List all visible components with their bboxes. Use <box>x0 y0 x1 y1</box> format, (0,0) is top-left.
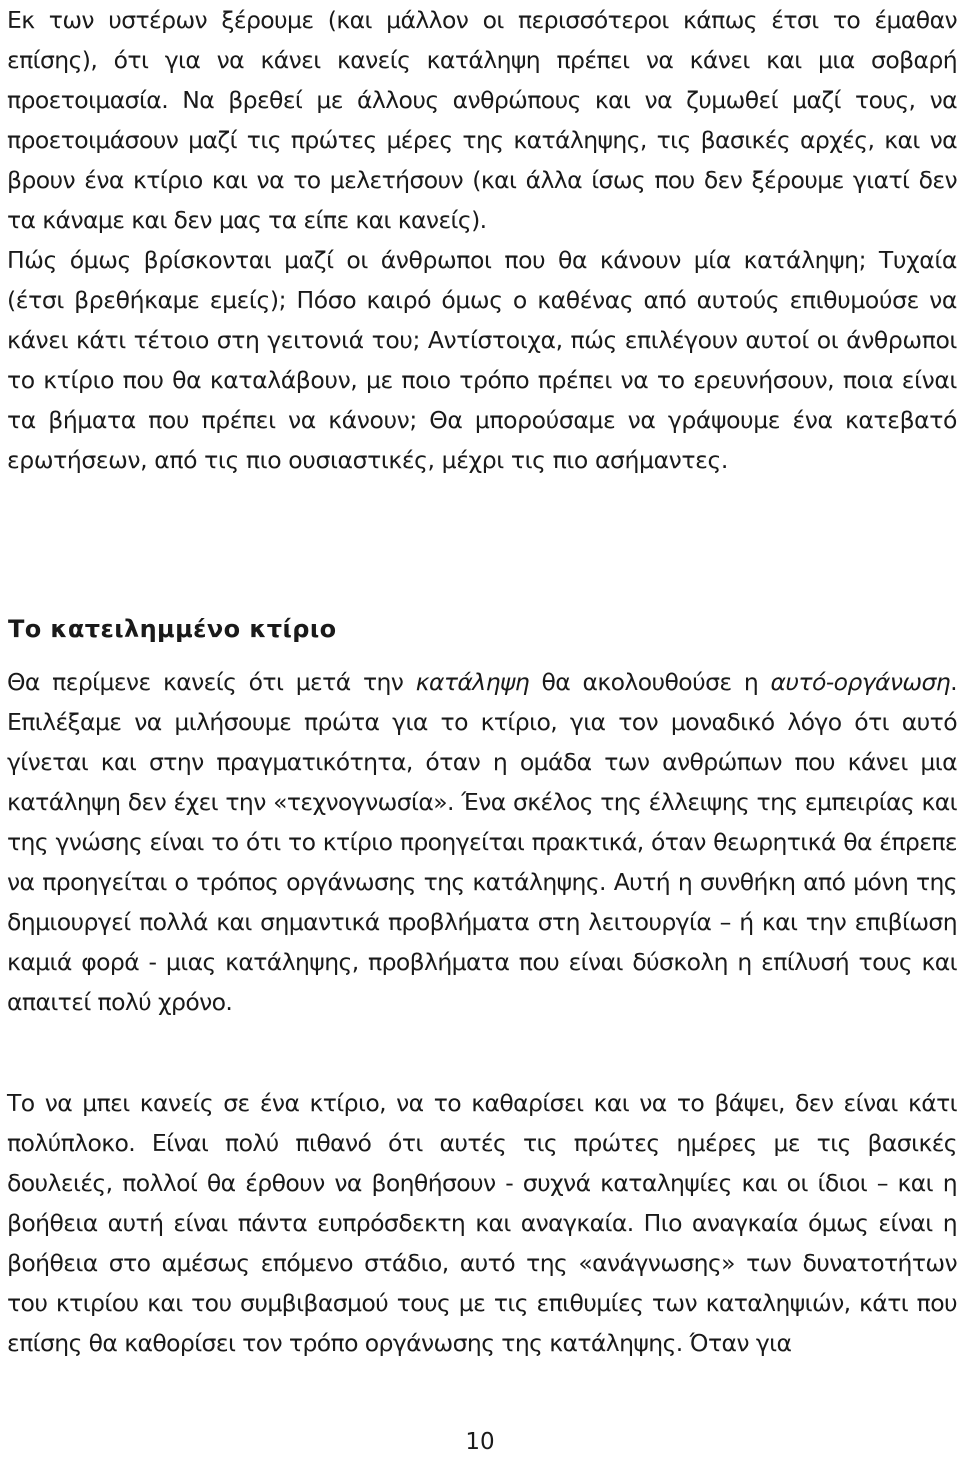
section-heading: Το κατειλημμένο κτίριο <box>8 615 337 643</box>
page-number: 10 <box>465 1429 495 1455</box>
paragraph-building-text-3: . Επιλέξαμε να μιλήσουμε πρώτα για το κτίριο, για τον μοναδικό λόγο ότι αυτό γίνεται και στην πραγματικότητα, όταν η ομάδα των ανθρώπων που κάνει μια κατάληψη δεν έχει την «τεχνογνωσία». Ένα σκέλος της έλλειψης της εμπειρίας και της γνώσης είναι το ότι το κτίριο προηγείται πρακτικά, όταν θεωρητικά θα έπρεπε να προηγείται ο τρόπος οργάνωσης της κατάληψης. Αυτή η συνθήκη από μόνη της δημιουργεί πολλά και σημαντικά προβλήματα στη λειτουργία – ή και την επιβίωση καμιά φορά - μιας κατάληψης, προβλήματα που είναι δύσκολη η επίλυσή τους και απαιτεί πολύ χρόνο. <box>7 668 957 1016</box>
paragraph-building-italic-2: αυτό-οργάνωση <box>770 668 951 696</box>
paragraph-intro: Εκ των υστέρων ξέρουμε (και μάλλον οι περισσότεροι κάπως έτσι το έμαθαν επίσης), ότι για να κάνει κανείς κατάληψη πρέπει να κάνει και μια σοβαρή προετοιμασία. Να βρεθεί με άλλους ανθρώπους και να ζυμωθεί μαζί τους, να προετοιμάσουν μαζί τις πρώτες μέρες της κατάληψης, τις βασικές αρχές, και να βρουν ένα κτίριο και να το μελετήσουν (και άλλα ίσως που δεν ξέρουμε γιατί δεν τα κάναμε και δεν μας τα είπε και κανείς). <box>7 6 957 234</box>
paragraph-building-italic-1: κατάληψη <box>415 668 530 696</box>
paragraph-questions: Πώς όμως βρίσκονται μαζί οι άνθρωποι που θα κάνουν μία κατάληψη; Τυχαία (έτσι βρεθήκαμε εμείς); Πόσο καιρό όμως ο καθένας από αυτούς επιθυμούσε να κάνει κάτι τέτοιο στη γειτονιά του; Αντίστοιχα, πώς επιλέγουν αυτοί οι άνθρωποι το κτίριο που θα καταλάβουν, με ποιο τρόπο πρέπει να το ερευνήσουν, ποια είναι τα βήματα που πρέπει να κάνουν; Θα μπορούσαμε να γράψουμε ένα κατεβατό ερωτήσεων, από τις πιο ουσιαστικές, μέχρι τις πιο ασήμαντες. <box>7 246 957 474</box>
paragraph-building <box>7 662 957 1022</box>
paragraph-building-text-2: θα ακολουθούσε η <box>529 668 771 696</box>
paragraph-building-text-1: Θα περίμενε κανείς ότι μετά την <box>7 668 416 696</box>
paragraph-entering: Το να μπει κανείς σε ένα κτίριο, να το καθαρίσει και να το βάψει, δεν είναι κάτι πολύπλοκο. Είναι πολύ πιθανό ότι αυτές τις πρώτες ημέρες με τις βασικές δουλειές, πολλοί θα έρθουν να βοηθήσουν - συχνά καταληψίες και οι ίδιοι – και η βοήθεια αυτή είναι πάντα ευπρόσδεκτη και αναγκαία. Πιο αναγκαία όμως είναι η βοήθεια στο αμέσως επόμενο στάδιο, αυτό της «ανάγνωσης» των δυνατοτήτων του κτιρίου και του συμβιβασμού τους με τις επιθυμίες των καταληψιών, κάτι που επίσης θα καθορίσει τον τρόπο οργάνωσης της κατάληψης. Όταν για <box>7 1089 957 1357</box>
